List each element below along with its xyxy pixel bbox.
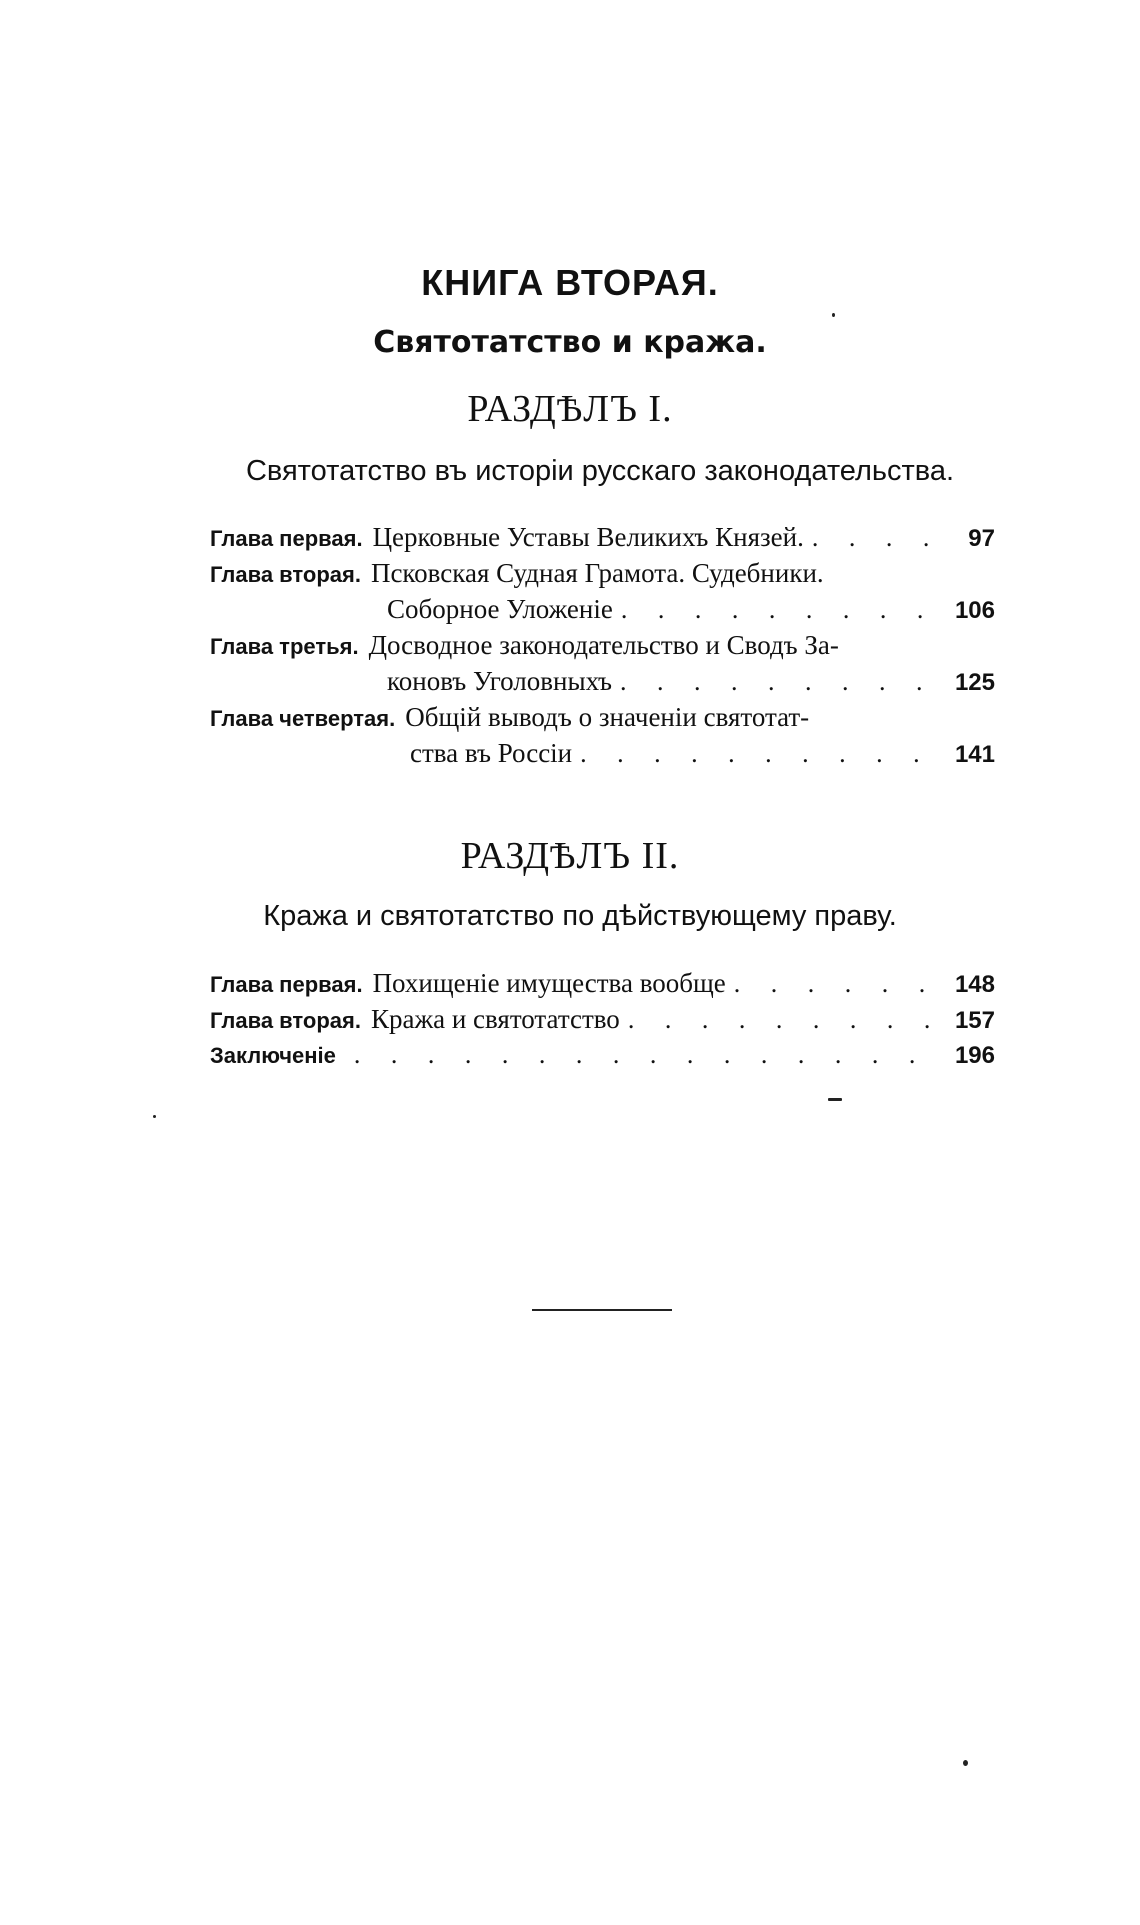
toc-entry bbox=[210, 702, 995, 738]
page-number: 106 bbox=[954, 597, 995, 624]
chapter-title: Досводное законодательство и Сводъ За- bbox=[368, 630, 839, 660]
chapter-label: Глава вторая. bbox=[210, 1008, 361, 1033]
chapter-title: коновъ Уголовныхъ bbox=[387, 666, 613, 696]
scan-speck bbox=[832, 313, 835, 317]
chapter-label: Глава первая. bbox=[210, 972, 363, 997]
scan-speck bbox=[963, 1760, 968, 1766]
section-heading: РАЗДѢЛЪ I. bbox=[467, 388, 673, 430]
scan-speck bbox=[828, 1098, 842, 1101]
dot-leader bbox=[628, 1005, 943, 1035]
toc-entry bbox=[210, 522, 995, 558]
chapter-label: Глава третья. bbox=[210, 634, 359, 659]
table-of-contents-section-2 bbox=[210, 968, 995, 1076]
page-number: 148 bbox=[954, 971, 995, 998]
dot-leader bbox=[354, 1040, 943, 1070]
book-title: КНИГА ВТОРАЯ. bbox=[421, 262, 719, 303]
page-number: 196 bbox=[954, 1042, 995, 1069]
page-number: 97 bbox=[968, 525, 995, 552]
page-number: 141 bbox=[954, 741, 995, 768]
dot-leader bbox=[620, 667, 943, 697]
page-number: 125 bbox=[954, 669, 995, 696]
chapter-title: Кража и святотатство bbox=[370, 1004, 620, 1034]
chapter-title: Церковные Уставы Великихъ Князей. bbox=[372, 522, 804, 552]
toc-entry-continuation bbox=[210, 666, 995, 702]
toc-entry bbox=[210, 1040, 995, 1076]
dot-leader bbox=[621, 595, 943, 625]
page-number: 157 bbox=[954, 1007, 995, 1034]
chapter-title: Похищеніе имущества вообще bbox=[372, 968, 726, 998]
chapter-title: Псковская Судная Грамота. Судебники. bbox=[370, 558, 824, 588]
toc-entry bbox=[210, 630, 995, 666]
chapter-label: Глава вторая. bbox=[210, 562, 361, 587]
section-subheading: Святотатство въ исторіи русскаго законодательства. bbox=[245, 455, 955, 487]
dot-leader bbox=[812, 523, 943, 553]
table-of-contents-section-1 bbox=[210, 522, 995, 774]
chapter-title: Соборное Уложеніе bbox=[387, 594, 613, 624]
closing-rule bbox=[532, 1309, 672, 1311]
toc-entry-continuation bbox=[210, 738, 995, 774]
toc-entry bbox=[210, 1004, 995, 1040]
chapter-label: Глава первая. bbox=[210, 526, 363, 551]
chapter-label: Глава четвертая. bbox=[210, 706, 396, 731]
chapter-title: Общій выводъ о значеніи святотат- bbox=[405, 702, 810, 732]
chapter-title: ства въ Россіи bbox=[410, 738, 573, 768]
dot-leader bbox=[580, 739, 943, 769]
toc-entry-continuation bbox=[210, 594, 995, 630]
toc-entry bbox=[210, 558, 995, 594]
toc-entry bbox=[210, 968, 995, 1004]
section-heading: РАЗДѢЛЪ II. bbox=[460, 835, 680, 877]
scan-speck bbox=[153, 1115, 156, 1118]
section-subheading: Кража и святотатство по дѣйствующему праву. bbox=[263, 900, 897, 932]
part-title: Святотатство и кража. bbox=[373, 325, 767, 360]
dot-leader bbox=[734, 969, 943, 999]
chapter-label: Заключеніе bbox=[210, 1043, 336, 1068]
